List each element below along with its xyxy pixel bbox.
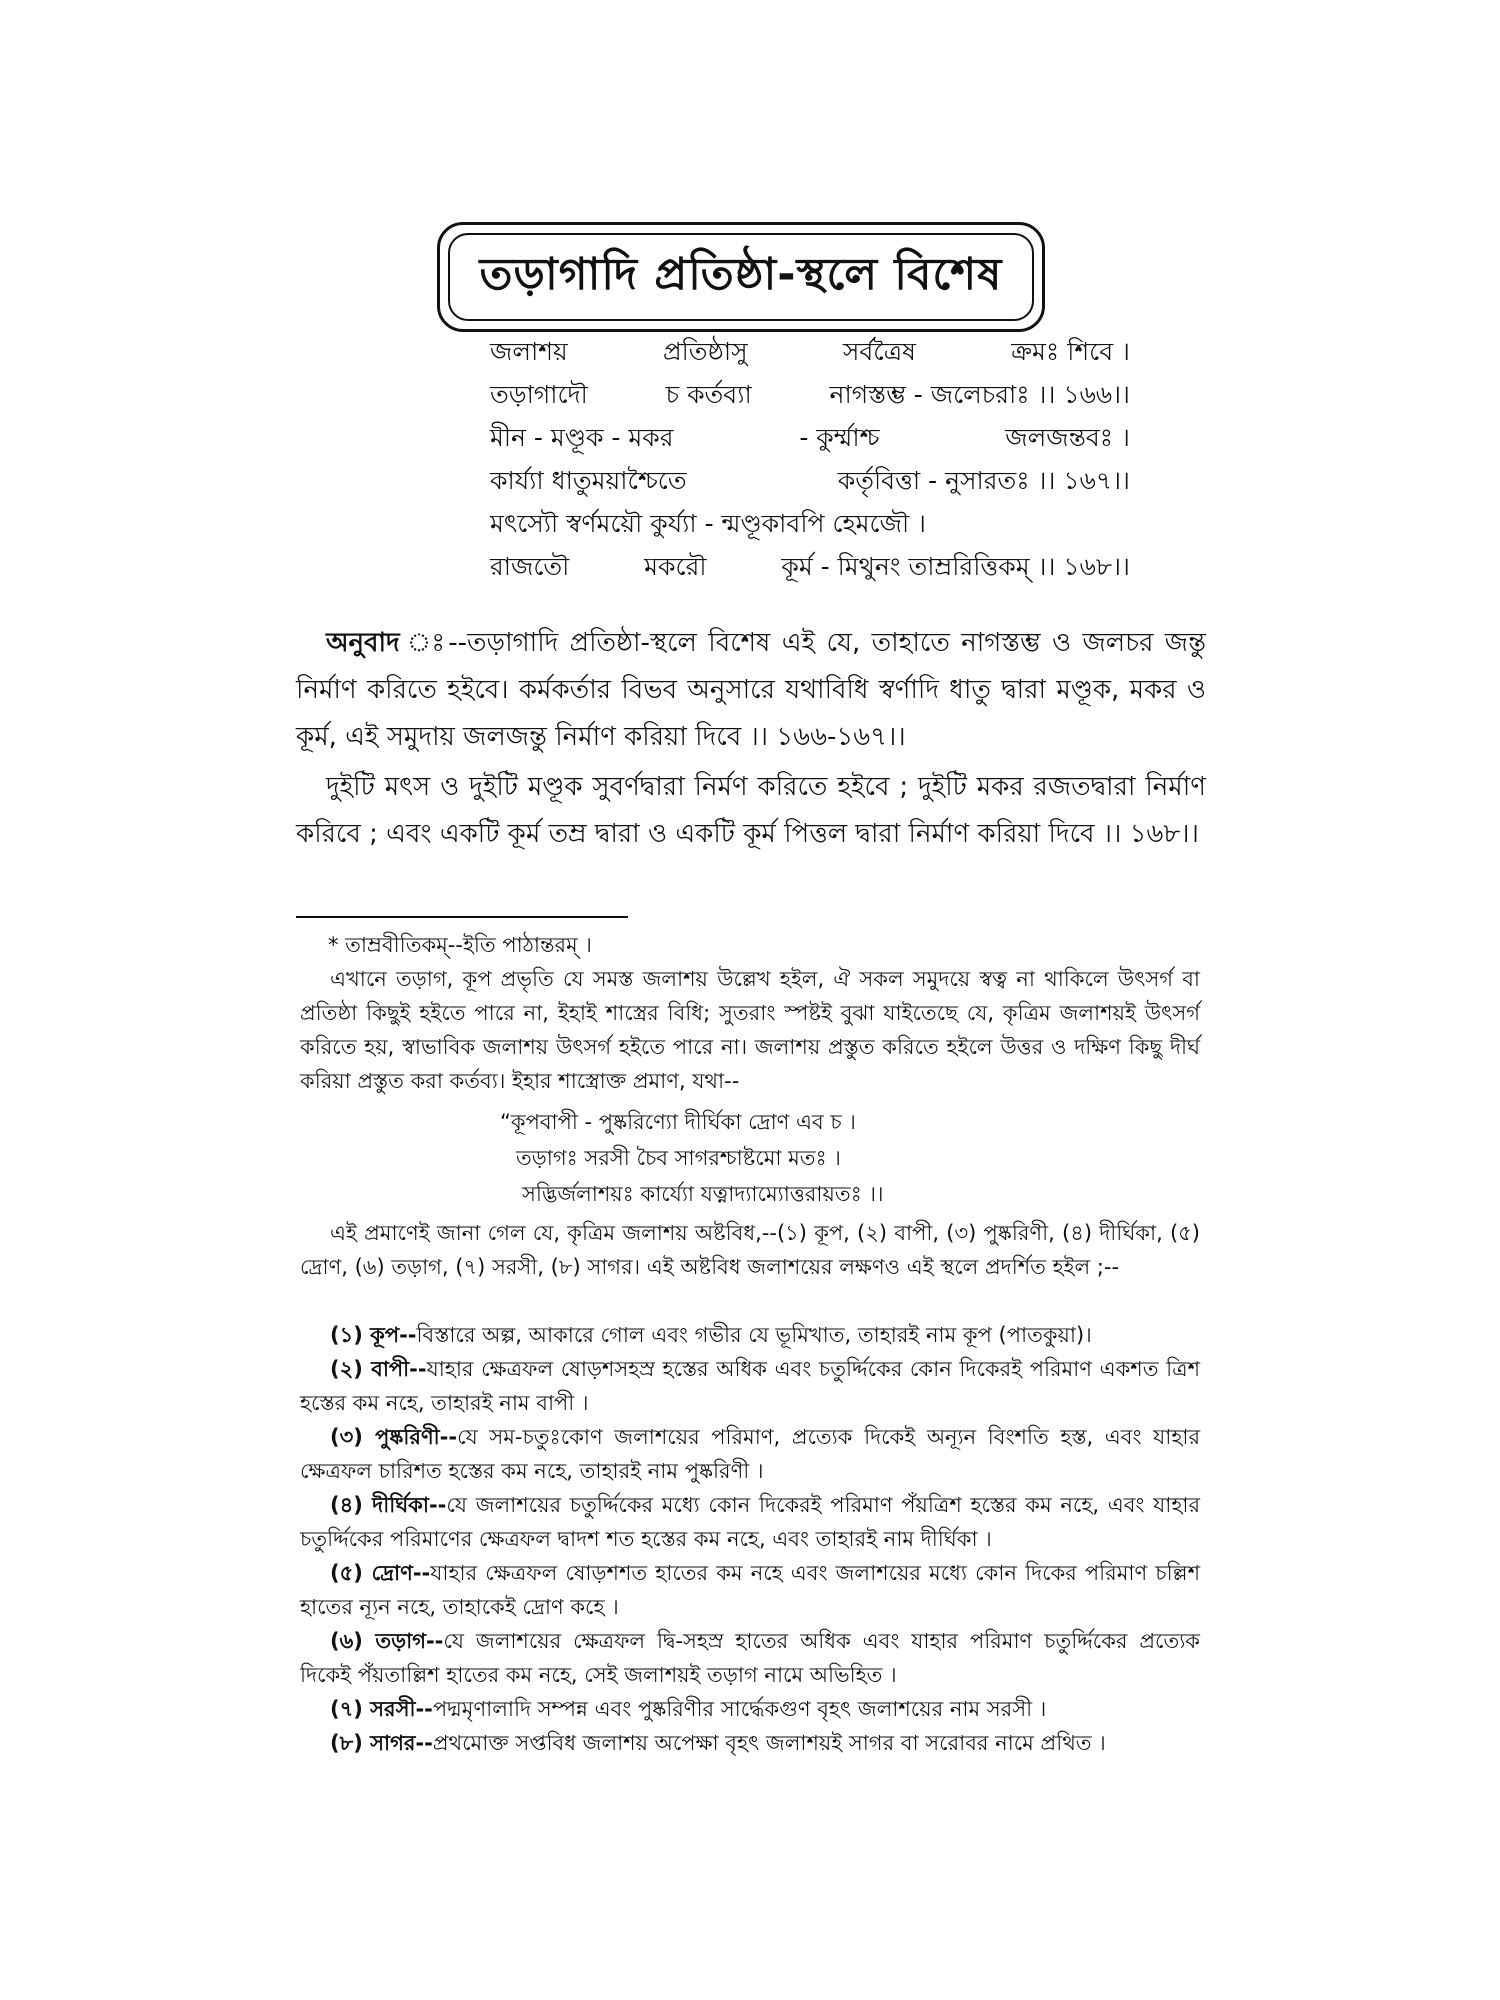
verse-line — [490, 373, 1130, 416]
footnote-verse-line: সদ্ভির্জলাশয়ঃ কার্য্যো যত্নাদ্যাম্যোত্তরায়তঃ ।। — [522, 1182, 884, 1206]
definition-item — [300, 1726, 1200, 1760]
definition-item — [300, 1556, 1200, 1624]
definition-term: (৬) তড়াগ-- — [330, 1629, 444, 1653]
title-frame — [437, 222, 1045, 332]
page-title: তড়াগাদি প্রতিষ্ঠা-স্থলে বিশেষ — [479, 248, 1003, 300]
definition-text: যে জলাশয়ের চতুর্দ্দিকের মধ্যে কোন দিকেরই পরিমাণ পঁয়ত্রিশ হস্তের কম নহে, এবং যাহার চতুর্দ্দিকের পরিমাণের ক্ষেত্রফল দ্বাদশ শত হস্তের কম নহে, এবং তাহারই নাম দীর্ঘিকা । — [300, 1493, 1200, 1551]
definition-item — [300, 1318, 1200, 1352]
verse-line — [490, 545, 1130, 588]
definition-text: যে জলাশয়ের ক্ষেত্রফল দ্বি-সহস্র হাতের অধিক এবং যাহার পরিমাণ চতুর্দ্দিকের প্রত্যেক দিকেই পঁয়তাল্লিশ হাতের কম নহে, সেই জলাশয়ই তড়াগ নামে অভিহিত । — [300, 1629, 1200, 1687]
definition-item — [300, 1692, 1200, 1726]
definition-text: যে সম-চতুঃকোণ জলাশয়ের পরিমাণ, প্রত্যেক দিকেই অন্যূন বিংশতি হস্ত, এবং যাহার ক্ষেত্রফল চারিশত হস্তের কম নহে, তাহারই নাম পুষ্করিণী । — [300, 1425, 1200, 1483]
verse-line — [490, 502, 1130, 545]
definition-text: যাহার ক্ষেত্রফল ষোড়শসহস্র হস্তের অধিক এবং চতুর্দ্দিকের কোন দিকেরই পরিমাণ একশত ত্রিশ হস্তের কম নহে, তাহারই নাম বাপী । — [300, 1357, 1200, 1415]
translation-paragraph — [296, 620, 1206, 761]
definition-text: প্রথমোক্ত সপ্তবিধ জলাশয় অপেক্ষা বৃহৎ জলাশয়ই সাগর বা সরোবর নামে প্রথিত । — [432, 1731, 1106, 1755]
verse-word: নাগস্তম্ভ - জলেচরাঃ ।। ১৬৬।। — [829, 380, 1130, 409]
verse-word: চ কর্তব্যা — [665, 380, 752, 409]
verse-word: সর্বত্রৈষ — [842, 337, 916, 366]
verse-line — [490, 459, 1130, 502]
verse-word: কর্তৃবিত্তা - নুসারতঃ ।। ১৬৭।। — [837, 466, 1130, 495]
definition-term: (৫) দ্রোণ-- — [330, 1561, 431, 1585]
translation-label: অনুবাদ — [326, 628, 400, 658]
translation-text: ঃ--তড়াগাদি প্রতিষ্ঠা-স্থলে বিশেষ এই যে, তাহাতে নাগস্তম্ভ ও জলচর জন্তু নির্মাণ করিতে হইবে। কর্মকর্তার বিভব অনুসারে যথাবিধি স্বর্ণাদি ধাতু দ্বারা মণ্ডূক, মকর ও কূর্ম, এই সমুদায় জলজন্তু নির্মাণ করিয়া দিবে ।। ১৬৬-১৬৭।। — [296, 628, 1206, 752]
verse-word: ক্রমঃ শিবে । — [1011, 337, 1130, 366]
definition-item — [300, 1488, 1200, 1556]
verse-word: জলজন্তবঃ । — [1005, 423, 1130, 452]
footnote-divider — [296, 916, 628, 918]
footnote-verse — [500, 1104, 940, 1212]
verse-word: মকরৌ — [644, 552, 707, 581]
translation-paragraph: দুইটি মৎস ও দুইটি মণ্ডূক সুবর্ণদ্বারা নির্মণ করিতে হইবে ; দুইটি মকর রজতদ্বারা নির্মাণ করিবে ; এবং একটি কূর্ম তম্র দ্বারা ও একটি কূর্ম পিত্তল দ্বারা নির্মাণ করিয়া দিবে ।। ১৬৮।। — [296, 772, 1206, 849]
definition-item — [300, 1420, 1200, 1488]
verse-line — [490, 416, 1130, 459]
definition-term: (৮) সাগর-- — [330, 1731, 433, 1755]
footnote-text: এখানে তড়াগ, কূপ প্রভৃতি যে সমস্ত জলাশয় উল্লেখ হইল, ঐ সকল সমুদয়ে স্বত্ব না থাকিলে উৎসর্গ বা প্রতিষ্ঠা কিছুই হইতে পারে না, ইহাই শাস্ত্রের বিধি; সুতরাং স্পষ্টই বুঝা যাইতেছে যে, কৃত্রিম জলাশয়ই উৎসর্গ করিতে হয়, স্বাভাবিক জলাশয় উৎসর্গ হইতে পারে না। জলাশয় প্রস্তুত করিতে হইলে উত্তর ও দক্ষিণ কিছু দীর্ঘ করিয়া প্রস্তুত করা কর্তব্য। ইহার শাস্ত্রোক্ত প্রমাণ, যথা-- — [300, 967, 1200, 1093]
verse-word: জলাশয় — [490, 337, 568, 366]
definition-item — [300, 1352, 1200, 1420]
verse-word: - কুর্ম্মাশ্চ — [799, 423, 880, 452]
definition-text: যাহার ক্ষেত্রফল ষোড়শশত হাতের কম নহে এবং জলাশয়ের মধ্যে কোন দিকের পরিমাণ চল্লিশ হাতের ন্যূন নহে, তাহাকেই দ্রোণ কহে । — [300, 1561, 1201, 1619]
verse-word: মৎস্যৌ স্বর্ণময়ৌ কুর্য্যা - ন্মণ্ডূকাবপি হেমজৌ । — [490, 509, 926, 538]
verse-word: প্রতিষ্ঠাসু — [662, 337, 748, 366]
verse-word: রাজতৌ — [490, 552, 570, 581]
footnote-verse-line: “কূপবাপী - পুষ্করিণ্যো দীর্ঘিকা দ্রোণ এব চ । — [500, 1110, 856, 1134]
verse-word: মীন - মণ্ডূক - মকর — [490, 423, 674, 452]
verse-word: কূর্ম - মিথুনং তাম্ররিত্তিকম্ ।। ১৬৮।। — [781, 552, 1130, 581]
definition-term: (৪) দীর্ঘিকা-- — [330, 1493, 447, 1517]
definition-term: (৩) পুষ্করিণী-- — [330, 1425, 458, 1449]
definition-text: বিস্তারে অল্প, আকারে গোল এবং গভীর যে ভূমিখাত, তাহারই নাম কূপ (পাতকুয়া)। — [416, 1323, 1092, 1347]
footnote-paragraph — [300, 962, 1200, 1098]
footnote-paragraph — [300, 1216, 1200, 1284]
sanskrit-verse — [490, 330, 1130, 588]
title-inner-frame — [448, 233, 1034, 321]
verse-word: তড়াগাদৌ — [490, 380, 588, 409]
definition-term: (৭) সরসী-- — [330, 1697, 433, 1721]
definition-term: (২) বাপী-- — [330, 1357, 427, 1381]
footnote-text: এই প্রমাণেই জানা গেল যে, কৃত্রিম জলাশয় অষ্টবিধ,--(১) কূপ, (২) বাপী, (৩) পুষ্করিণী, (৪) দীর্ঘিকা, (৫) দ্রোণ, (৬) তড়াগ, (৭) সরসী, (৮) সাগর। এই অষ্টবিধ জলাশয়ের লক্ষণও এই স্থলে প্রদর্শিত হইল ;-- — [300, 1221, 1200, 1279]
definition-term: (১) কূপ-- — [330, 1323, 417, 1347]
verse-word: কার্য্যা ধাতুময়াশ্চৈতে — [490, 466, 687, 495]
footnote-variant: * তাম্রবীতিকম্--ইতি পাঠান্তরম্ । — [328, 933, 592, 957]
definition-text: পদ্মমৃণালাদি সম্পন্ন এবং পুষ্করিণীর সার্দ্ধেকগুণ বৃহৎ জলাশয়ের নাম সরসী । — [432, 1697, 1047, 1721]
definition-item — [300, 1624, 1200, 1692]
verse-line — [490, 330, 1130, 373]
footnote-verse-line: তড়াগঃ সরসী চৈব সাগরশ্চাষ্টমো মতঃ । — [516, 1146, 841, 1170]
